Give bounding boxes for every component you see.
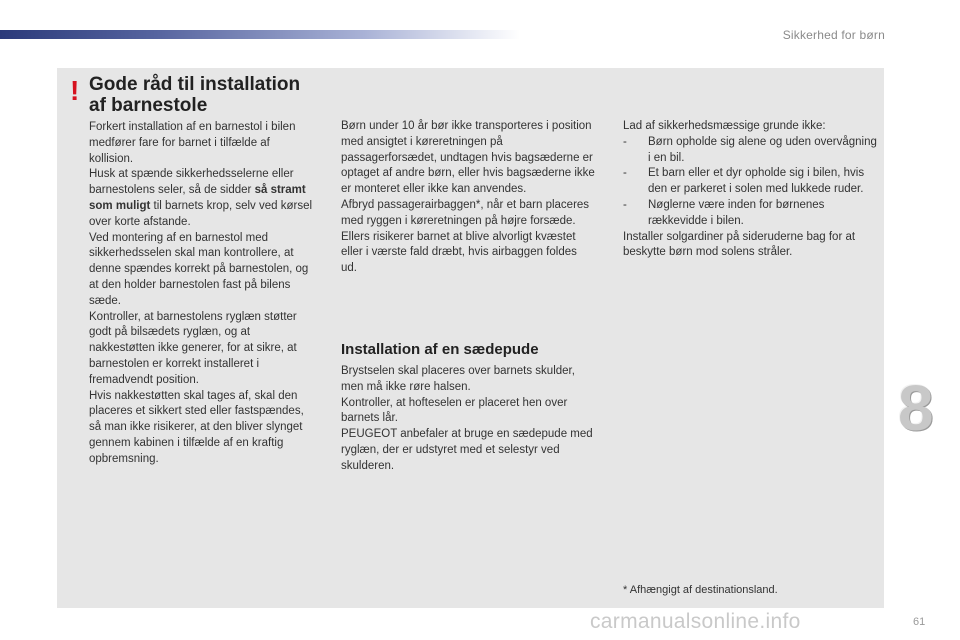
column-middle: [341, 119, 596, 277]
dash-marker: -: [623, 135, 627, 148]
paragraph: Afbryd passagerairbaggen*, når et barn placeres med ryggen i køreretningen på højre forsæde.: [341, 198, 590, 227]
title-line-2: af barnestole: [89, 95, 208, 116]
paragraph: Forkert installation af en barnestol i bilen medfører fare for barnet i tilfælde af kollision.: [89, 121, 296, 165]
paragraph: Kontroller, at barnestolens ryglæn støtter godt på bilsædets ryglæn, og at nakkestøtten ikke generer, for at sikre, at barnestolen er korrekt installeret i fremadvendt position.: [89, 310, 297, 386]
footnote: * Afhængigt af destinationsland.: [623, 584, 778, 596]
paragraph: Hvis nakkestøtten skal tages af, skal den placeres et sikkert sted eller fastspændes, så man ikke risikerer, at den bliver slynget gennem kabinen i tilfælde af en kraftig opbremsning.: [89, 389, 304, 465]
chapter-number: 8: [898, 372, 934, 444]
list-item: - Et barn eller et dyr opholde sig i bilen, hvis den er parkeret i solen med lukkede ruder.: [623, 166, 881, 198]
dash-marker: -: [623, 167, 627, 180]
paragraph: PEUGEOT anbefaler at bruge en sædepude med ryglæn, der er udstyret med et selestyr ved skulderen.: [341, 428, 593, 472]
list-intro: Lad af sikkerhedsmæssige grunde ikke:: [623, 120, 826, 132]
column-right: [623, 119, 881, 261]
dash-marker: -: [623, 198, 627, 211]
booster-section: [341, 364, 596, 475]
paragraph: Børn under 10 år bør ikke transporteres i position med ansigtet i køreretningen på passagerforsædet, undtagen hvis bagsæderne er optaget af andre børn, eller hvis bagsæderne ikke er monteret eller ikke kan anvendes.: [341, 120, 595, 196]
paragraph: Installer solgardiner på sideruderne bag for at beskytte børn mod solens stråler.: [623, 230, 856, 259]
watermark: carmanualsonline.info: [590, 610, 801, 633]
page-title: [89, 74, 329, 116]
column-left: [89, 120, 317, 468]
list-item: - Nøglerne være inden for børnenes rækkevidde i bilen.: [623, 198, 881, 230]
section-title: Sikkerhed for børn: [782, 28, 885, 42]
paragraph: Ellers risikerer barnet at blive alvorligt kvæstet eller i værste fald dræbt, hvis airbaggen foldes ud.: [341, 230, 577, 275]
emphasis: så stramt som muligt: [89, 184, 306, 212]
paragraph: Ved montering af en barnestol med sikkerhedsselen skal man kontrollere, at denne spændes korrekt på barnestolen, og at den holder barnestolen fast på bilens sæde.: [89, 231, 309, 307]
paragraph: Kontroller, at hofteselen er placeret hen over barnets lår.: [341, 396, 568, 425]
page-number: 61: [913, 616, 926, 628]
paragraph: Husk at spænde sikkerhedsselerne eller barnestolens seler, så de sidder så stramt som muligt til barnets krop, selv ved kørsel over korte afstande.: [89, 168, 313, 228]
paragraph: Brystselen skal placeres over barnets skulder, men må ikke røre halsen.: [341, 365, 575, 393]
title-line-1: Gode råd til installation: [89, 74, 301, 95]
booster-heading: Installation af en sædepude: [341, 341, 539, 358]
list-item: - Børn opholde sig alene og uden overvågning i en bil.: [623, 135, 881, 167]
warning-icon: !: [70, 75, 80, 106]
header-gradient-bar: [0, 30, 520, 39]
